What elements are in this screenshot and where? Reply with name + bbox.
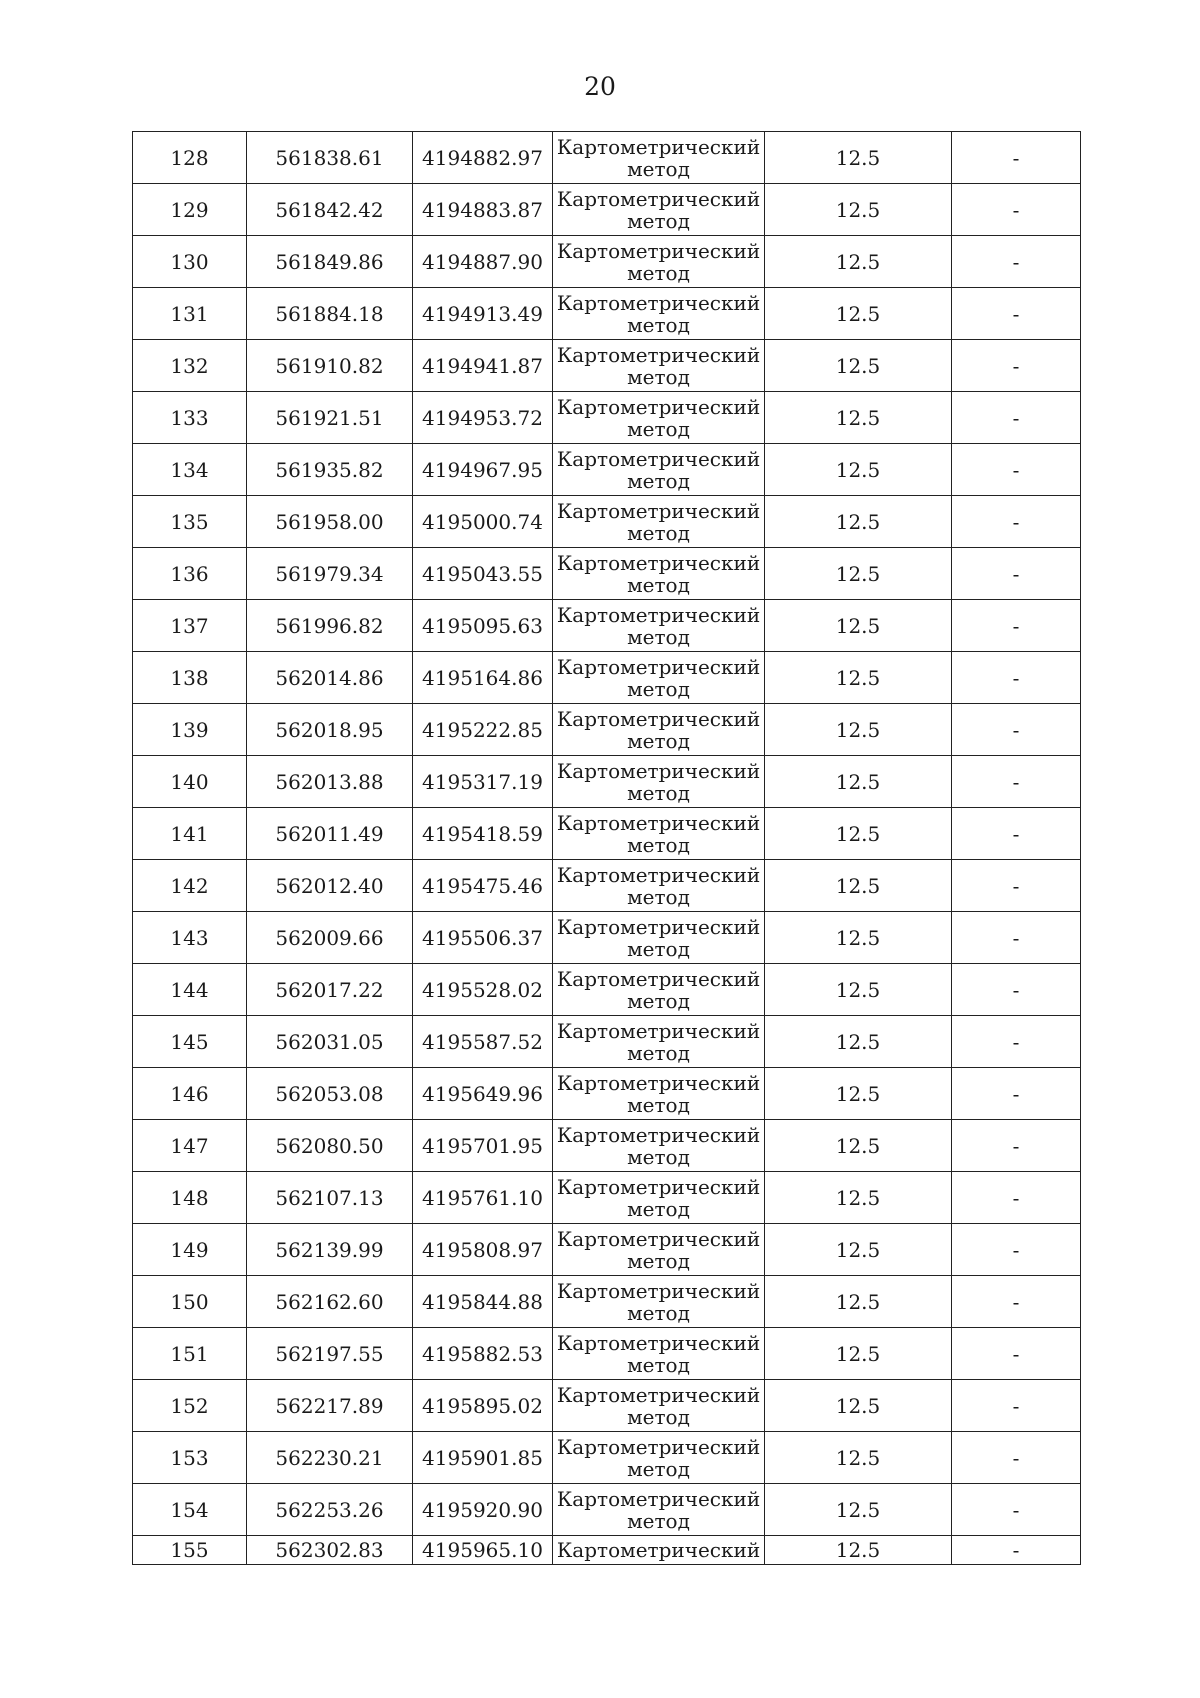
point-number-cell: 144 [133,964,247,1016]
table-row [133,1536,1081,1565]
y-coordinate-cell: 4195882.53 [413,1328,553,1380]
method-line-2: метод [627,1508,690,1533]
method-line-1: Картометрический [556,498,761,523]
method-line-2: метод [627,988,690,1013]
method-line-1: Картометрический [556,654,761,679]
x-coordinate-cell: 562197.55 [247,1328,413,1380]
method-line-2: метод [627,1300,690,1325]
accuracy-cell: 12.5 [765,1172,952,1224]
note-cell: - [952,964,1081,1016]
method-line-1: Картометрический [556,758,761,783]
y-coordinate-cell: 4194883.87 [413,184,553,236]
method-line-2: метод [627,780,690,805]
y-coordinate-cell: 4195043.55 [413,548,553,600]
method-line-2: метод [627,260,690,285]
accuracy-cell: 12.5 [765,704,952,756]
y-coordinate-cell: 4195000.74 [413,496,553,548]
note-cell: - [952,1172,1081,1224]
method-line-1: Картометрический [556,1018,761,1043]
note-cell: - [952,704,1081,756]
method-cell [553,496,765,548]
x-coordinate-cell: 562009.66 [247,912,413,964]
x-coordinate-cell: 562017.22 [247,964,413,1016]
x-coordinate-cell: 561935.82 [247,444,413,496]
x-coordinate-cell: 561849.86 [247,236,413,288]
x-coordinate-cell: 561996.82 [247,600,413,652]
note-cell: - [952,236,1081,288]
method-cell [553,860,765,912]
y-coordinate-cell: 4195701.95 [413,1120,553,1172]
y-coordinate-cell: 4195808.97 [413,1224,553,1276]
x-coordinate-cell: 561842.42 [247,184,413,236]
accuracy-cell: 12.5 [765,288,952,340]
accuracy-cell: 12.5 [765,1380,952,1432]
table-row [133,1432,1081,1484]
point-number-cell: 134 [133,444,247,496]
method-line-1: Картометрический [556,914,761,939]
note-cell: - [952,1276,1081,1328]
table-row [133,600,1081,652]
table-row [133,1068,1081,1120]
note-cell: - [952,1120,1081,1172]
accuracy-cell: 12.5 [765,236,952,288]
y-coordinate-cell: 4195920.90 [413,1484,553,1536]
x-coordinate-cell: 562107.13 [247,1172,413,1224]
point-number-cell: 143 [133,912,247,964]
method-line-1: Картометрический [556,602,761,627]
note-cell: - [952,288,1081,340]
point-number-cell: 150 [133,1276,247,1328]
table-row [133,1016,1081,1068]
method-cell [553,756,765,808]
method-cell [553,1172,765,1224]
note-cell: - [952,184,1081,236]
y-coordinate-cell: 4195418.59 [413,808,553,860]
accuracy-cell: 12.5 [765,132,952,184]
method-line-1: Картометрический [556,1330,761,1355]
method-line-1: Картометрический [556,1070,761,1095]
accuracy-cell: 12.5 [765,1016,952,1068]
method-line-2: метод [627,1352,690,1377]
method-line-1: Картометрический [556,186,761,211]
point-number-cell: 129 [133,184,247,236]
accuracy-cell: 12.5 [765,184,952,236]
accuracy-cell: 12.5 [765,1120,952,1172]
point-number-cell: 138 [133,652,247,704]
method-line-1: Картометрический [556,394,761,419]
method-line-1: Картометрический [556,810,761,835]
method-cell [553,964,765,1016]
method-line-2: метод [627,1144,690,1169]
table-row [133,1380,1081,1432]
point-number-cell: 141 [133,808,247,860]
point-number-cell: 147 [133,1120,247,1172]
page-number: 20 [584,72,616,101]
method-line-1: Картометрический [556,1382,761,1407]
y-coordinate-cell: 4194882.97 [413,132,553,184]
method-line-2: метод [627,156,690,181]
method-line-2: метод [627,520,690,545]
point-number-cell: 128 [133,132,247,184]
method-line-2: метод [627,1248,690,1273]
note-cell: - [952,392,1081,444]
method-cell [553,652,765,704]
note-cell: - [952,132,1081,184]
method-line-1: Картометрический [556,290,761,315]
point-number-cell: 142 [133,860,247,912]
table-row [133,340,1081,392]
point-number-cell: 145 [133,1016,247,1068]
table-row [133,912,1081,964]
table-row [133,1172,1081,1224]
point-number-cell: 136 [133,548,247,600]
table-row [133,808,1081,860]
method-line-2: метод [627,208,690,233]
note-cell: - [952,756,1081,808]
accuracy-cell: 12.5 [765,1224,952,1276]
method-line-1: Картометрический [556,706,761,731]
accuracy-cell: 12.5 [765,1276,952,1328]
method-line-2: метод [627,572,690,597]
method-line-1: Картометрический [556,134,761,159]
method-line-2: метод [627,624,690,649]
x-coordinate-cell: 561910.82 [247,340,413,392]
point-number-cell: 132 [133,340,247,392]
x-coordinate-cell: 561838.61 [247,132,413,184]
x-coordinate-cell: 562217.89 [247,1380,413,1432]
method-cell [553,184,765,236]
y-coordinate-cell: 4195895.02 [413,1380,553,1432]
y-coordinate-cell: 4195965.10 [413,1536,553,1565]
method-line-1: Картометрический [556,1278,761,1303]
method-cell [553,912,765,964]
x-coordinate-cell: 562018.95 [247,704,413,756]
point-number-cell: 148 [133,1172,247,1224]
x-coordinate-cell: 562253.26 [247,1484,413,1536]
note-cell: - [952,340,1081,392]
method-line-2: метод [627,728,690,753]
method-cell [553,392,765,444]
y-coordinate-cell: 4195222.85 [413,704,553,756]
y-coordinate-cell: 4194953.72 [413,392,553,444]
method-cell [553,1328,765,1380]
table-row [133,1276,1081,1328]
point-number-cell: 133 [133,392,247,444]
point-number-cell: 154 [133,1484,247,1536]
note-cell: - [952,1380,1081,1432]
method-cell [553,1380,765,1432]
method-line-2: метод [627,1040,690,1065]
method-cell [553,1432,765,1484]
y-coordinate-cell: 4195587.52 [413,1016,553,1068]
table-row [133,548,1081,600]
x-coordinate-cell: 562230.21 [247,1432,413,1484]
method-cell [553,444,765,496]
x-coordinate-cell: 562011.49 [247,808,413,860]
y-coordinate-cell: 4195761.10 [413,1172,553,1224]
table-row [133,1484,1081,1536]
method-cell [553,1068,765,1120]
accuracy-cell: 12.5 [765,1536,952,1565]
y-coordinate-cell: 4195506.37 [413,912,553,964]
point-number-cell: 139 [133,704,247,756]
note-cell: - [952,1328,1081,1380]
table-row [133,756,1081,808]
x-coordinate-cell: 562013.88 [247,756,413,808]
method-line-2: метод [627,936,690,961]
x-coordinate-cell: 562080.50 [247,1120,413,1172]
table-row [133,1328,1081,1380]
y-coordinate-cell: 4194941.87 [413,340,553,392]
y-coordinate-cell: 4195095.63 [413,600,553,652]
point-number-cell: 149 [133,1224,247,1276]
accuracy-cell: 12.5 [765,444,952,496]
x-coordinate-cell: 562014.86 [247,652,413,704]
y-coordinate-cell: 4195475.46 [413,860,553,912]
note-cell: - [952,1432,1081,1484]
method-cell [553,808,765,860]
point-number-cell: 130 [133,236,247,288]
table-row [133,964,1081,1016]
method-line-1: Картометрический [556,446,761,471]
note-cell: - [952,444,1081,496]
x-coordinate-cell: 562031.05 [247,1016,413,1068]
point-number-cell: 155 [133,1536,247,1565]
accuracy-cell: 12.5 [765,860,952,912]
method-line-1: Картометрический [556,862,761,887]
accuracy-cell: 12.5 [765,392,952,444]
method-cell [553,288,765,340]
method-cell [553,1276,765,1328]
accuracy-cell: 12.5 [765,808,952,860]
method-cell [553,1120,765,1172]
table-row [133,132,1081,184]
note-cell: - [952,1224,1081,1276]
point-number-cell: 151 [133,1328,247,1380]
x-coordinate-cell: 561979.34 [247,548,413,600]
table-row [133,236,1081,288]
point-number-cell: 137 [133,600,247,652]
method-line-2: метод [627,312,690,337]
method-cell [553,704,765,756]
y-coordinate-cell: 4195317.19 [413,756,553,808]
method-cell [553,600,765,652]
note-cell: - [952,1016,1081,1068]
table-row [133,496,1081,548]
note-cell: - [952,600,1081,652]
note-cell: - [952,652,1081,704]
method-line-1: Картометрический [556,1538,761,1562]
method-line-1: Картометрический [556,1122,761,1147]
method-line-1: Картометрический [556,966,761,991]
method-line-2: метод [627,364,690,389]
method-line-2: метод [627,832,690,857]
method-line-2: метод [627,1196,690,1221]
accuracy-cell: 12.5 [765,600,952,652]
accuracy-cell: 12.5 [765,1432,952,1484]
y-coordinate-cell: 4195164.86 [413,652,553,704]
x-coordinate-cell: 562162.60 [247,1276,413,1328]
y-coordinate-cell: 4195844.88 [413,1276,553,1328]
method-cell [553,1484,765,1536]
point-number-cell: 140 [133,756,247,808]
accuracy-cell: 12.5 [765,964,952,1016]
table-row [133,652,1081,704]
method-line-1: Картометрический [556,550,761,575]
method-line-1: Картометрический [556,1434,761,1459]
point-number-cell: 135 [133,496,247,548]
point-number-cell: 152 [133,1380,247,1432]
note-cell: - [952,1536,1081,1565]
method-cell [553,340,765,392]
y-coordinate-cell: 4194967.95 [413,444,553,496]
method-line-1: Картометрический [556,1174,761,1199]
table-row [133,1120,1081,1172]
accuracy-cell: 12.5 [765,652,952,704]
method-line-1: Картометрический [556,238,761,263]
y-coordinate-cell: 4194913.49 [413,288,553,340]
method-line-1: Картометрический [556,1226,761,1251]
method-line-2: метод [627,1092,690,1117]
y-coordinate-cell: 4195649.96 [413,1068,553,1120]
accuracy-cell: 12.5 [765,1328,952,1380]
method-line-1: Картометрический [556,1486,761,1511]
note-cell: - [952,860,1081,912]
table-row [133,1224,1081,1276]
x-coordinate-cell: 562012.40 [247,860,413,912]
note-cell: - [952,912,1081,964]
table-body [133,132,1081,1565]
point-number-cell: 146 [133,1068,247,1120]
method-cell [553,1016,765,1068]
method-cell [553,132,765,184]
note-cell: - [952,1484,1081,1536]
method-cell [553,1224,765,1276]
accuracy-cell: 12.5 [765,1484,952,1536]
x-coordinate-cell: 561884.18 [247,288,413,340]
table-row [133,184,1081,236]
method-line-2: метод [627,1456,690,1481]
note-cell: - [952,1068,1081,1120]
note-cell: - [952,548,1081,600]
method-line-2: метод [627,416,690,441]
accuracy-cell: 12.5 [765,496,952,548]
x-coordinate-cell: 562053.08 [247,1068,413,1120]
method-line-2: метод [627,676,690,701]
x-coordinate-cell: 562302.83 [247,1536,413,1565]
accuracy-cell: 12.5 [765,340,952,392]
accuracy-cell: 12.5 [765,756,952,808]
accuracy-cell: 12.5 [765,548,952,600]
table-row [133,444,1081,496]
x-coordinate-cell: 561921.51 [247,392,413,444]
method-line-2: метод [627,884,690,909]
accuracy-cell: 12.5 [765,1068,952,1120]
method-cell [553,236,765,288]
table-row [133,392,1081,444]
method-line-2: метод [627,1404,690,1429]
method-line-1: Картометрический [556,342,761,367]
table-row [133,288,1081,340]
y-coordinate-cell: 4195528.02 [413,964,553,1016]
method-line-2: метод [627,468,690,493]
y-coordinate-cell: 4195901.85 [413,1432,553,1484]
accuracy-cell: 12.5 [765,912,952,964]
point-number-cell: 131 [133,288,247,340]
note-cell: - [952,496,1081,548]
note-cell: - [952,808,1081,860]
table-row [133,704,1081,756]
method-cell [553,1536,765,1565]
table-row [133,860,1081,912]
point-number-cell: 153 [133,1432,247,1484]
x-coordinate-cell: 561958.00 [247,496,413,548]
method-cell [553,548,765,600]
y-coordinate-cell: 4194887.90 [413,236,553,288]
x-coordinate-cell: 562139.99 [247,1224,413,1276]
coordinates-table [132,131,1081,1565]
